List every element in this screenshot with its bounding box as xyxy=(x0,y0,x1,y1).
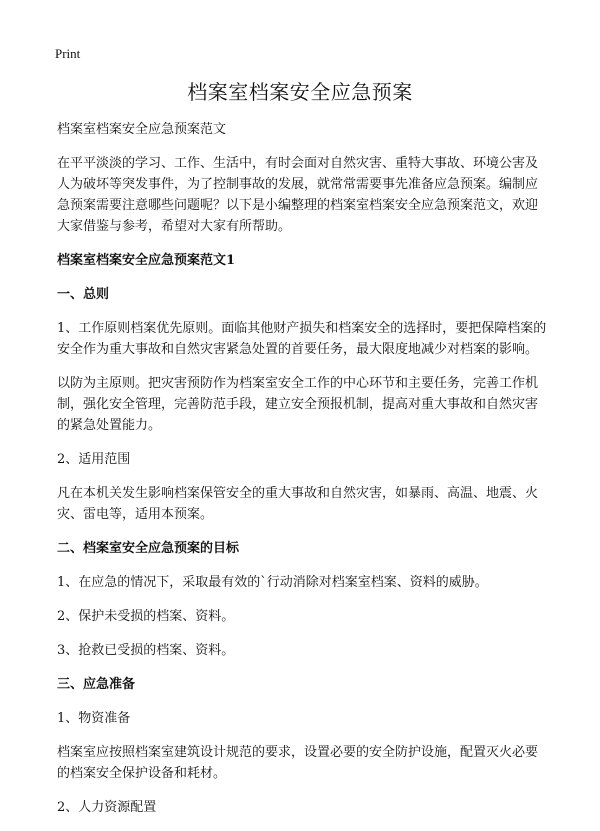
document-title: 档案室档案安全应急预案 xyxy=(187,80,413,104)
paragraph-materials: 档案室应按照档案室建筑设计规范的要求，设置必要的安全防护设施，配置灭火必要的档案安全保护设备和耗材。 xyxy=(57,745,539,781)
paragraph-scope-heading: 2、适用范围 xyxy=(57,452,131,467)
print-link[interactable]: Print xyxy=(55,46,81,61)
heading-preparation: 三、应急准备 xyxy=(57,677,136,692)
intro-paragraph: 在平平淡淡的学习、工作、生活中，有时会面对自然灾害、重特大事故、环境公害及人为破坏等突发事件，为了控制事故的发展，就常常需要事先准备应急预案。编制应急预案需要注意哪些问题呢？以下是小编整理的档案室档案安全应急预案范文，欢迎大家借鉴与参考，希望对大家有所帮助。 xyxy=(57,156,539,234)
document-body xyxy=(57,119,549,831)
paragraph-principle: 1、工作原则档案优先原则。面临其他财产损失和档案安全的选择时，要把保障档案的安全作为重大事故和自然灾害紧急处置的首要任务，最大限度地减少对档案的影响。 xyxy=(57,321,547,357)
heading-general: 一、总则 xyxy=(57,287,110,302)
document-subtitle: 档案室档案安全应急预案范文 xyxy=(57,122,227,137)
paragraph-prevention: 以防为主原则。把灾害预防作为档案室安全工作的中心环节和主要任务，完善工作机制，强化安全管理，完善防范手段，建立安全预报机制，提高对重大事故和自然灾害的紧急处置能力。 xyxy=(57,376,539,433)
paragraph-scope: 凡在本机关发生影响档案保管安全的重大事故和自然灾害，如暴雨、高温、地震、火灾、雷电等，适用本预案。 xyxy=(57,486,539,522)
paragraph-staffing-heading: 2、人力资源配置 xyxy=(57,800,157,815)
list-item: 1、在应急的情况下，采取最有效的`行动消除对档案室档案、资料的威胁。 xyxy=(57,575,488,590)
list-item: 3、抢救已受损的档案、资料。 xyxy=(57,643,235,658)
section-title: 档案室档案安全应急预案范文1 xyxy=(57,253,236,268)
heading-goals: 二、档案室安全应急预案的目标 xyxy=(57,541,240,556)
paragraph-materials-heading: 1、物资准备 xyxy=(57,711,131,726)
list-item: 2、保护未受损的档案、资料。 xyxy=(57,609,235,624)
